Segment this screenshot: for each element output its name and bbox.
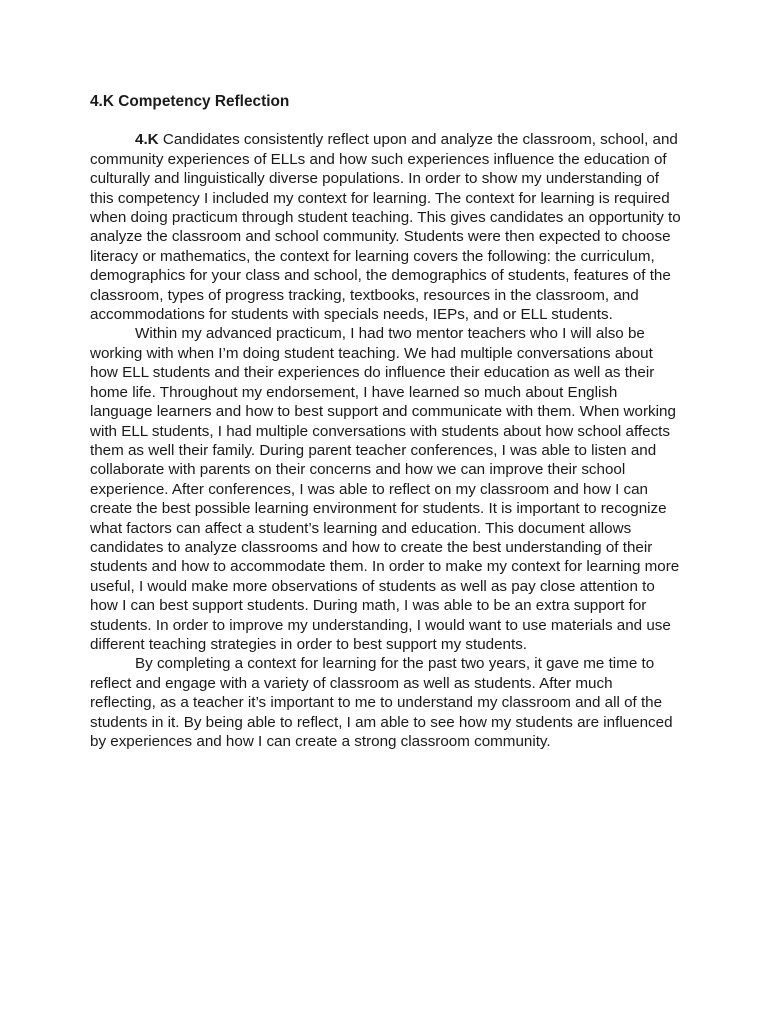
competency-code: 4.K <box>135 131 159 149</box>
document-body <box>90 92 682 751</box>
paragraph-1-text: Candidates consistently reflect upon and analyze the classroom, school, and community experiences of ELLs and how such experiences influence the education of culturally and linguistically diverse populations. In order to show my understanding of this competency I included my context for learning. The context for learning is required when doing practicum through student teaching. This gives candidates an opportunity to analyze the classroom and school community. Students were then expected to choose literacy or mathematics, the context for learning covers the following: the curriculum, demographics for your class and school, the demographics of students, features of the classroom, types of progress tracking, textbooks, resources in the classroom, and accommodations for students with specials needs, IEPs, and or ELL students. <box>90 131 681 324</box>
document-title: 4.K Competency Reflection <box>90 93 290 110</box>
paragraph-3: By completing a context for learning for the past two years, it gave me time to reflect and engage with a variety of classroom as well as students. After much reflecting, as a teacher it’s important to me to understand my classroom and all of the students in it. By being able to reflect, I am able to see how my students are influenced by experiences and how I can create a strong classroom community. <box>90 655 673 750</box>
paragraph-1 <box>90 130 682 324</box>
paragraph-2: Within my advanced practicum, I had two mentor teachers who I will also be working with when I’m doing student teaching. We had multiple conversations about how ELL students and their experiences do influence their education as well as their home life. Throughout my endorsement, I have learned so much about English language learners and how to best support and communicate with them. When working with ELL students, I had multiple conversations with students about how school affects them as well their family. During parent teacher conferences, I was able to listen and collaborate with parents on their concerns and how we can improve their school experience. After conferences, I was able to reflect on my classroom and how I can create the best possible learning environment for students. It is important to recognize what factors can affect a student’s learning and education. This document allows candidates to analyze classrooms and how to create the best understanding of their students and how to accommodate them. In order to make my context for learning more useful, I would make more observations of students as well as pay close attention to how I can best support students. During math, I was able to be an extra support for students. In order to improve my understanding, I would want to use materials and use different teaching strategies in order to best support my students. <box>90 325 680 653</box>
